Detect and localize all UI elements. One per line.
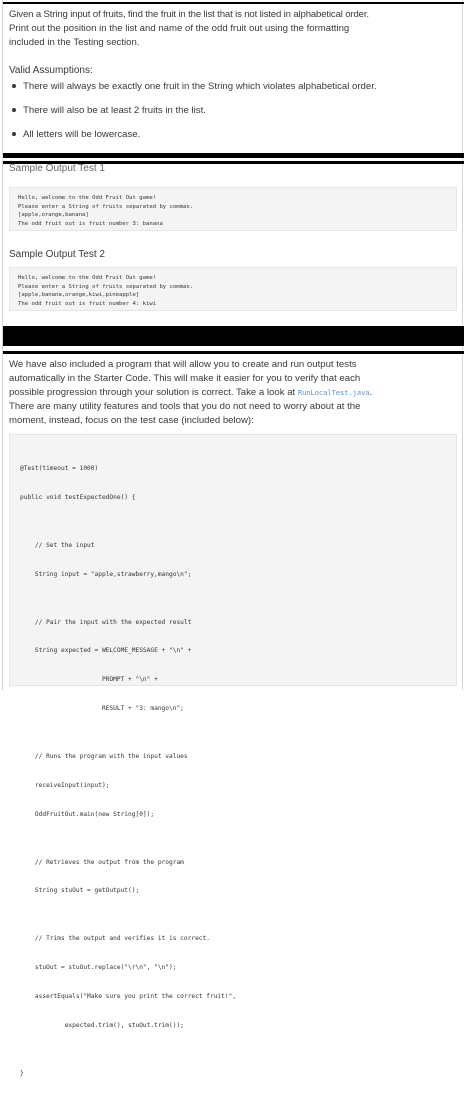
code-line: String input = "apple,strawberry,mango\n"; [20, 570, 192, 578]
bullet-icon [12, 108, 16, 112]
code-line: The odd fruit out is fruit number 4: kiwi [18, 300, 157, 307]
code-line: receiveInput(input); [20, 781, 110, 789]
intro-paragraph [9, 8, 457, 50]
code-line: PROMPT + "\n" + [20, 676, 158, 684]
code-line: expected.trim(), stuOut.trim()); [20, 1021, 184, 1029]
code-line: RESULT + "3: mango\n"; [20, 705, 184, 713]
code-line: Hello, welcome to the Odd Fruit Out game! [18, 275, 157, 281]
bullet-icon [12, 84, 16, 88]
code-line: String stuOut = getOutput(); [20, 887, 140, 895]
starter-paragraph [9, 358, 457, 428]
code-line: // Runs the program with the input values [20, 753, 188, 760]
starter-line-3: possible progression through your solution is correct. Take a look at RunLocalTest.java. [9, 387, 373, 398]
assumptions-heading: Valid Assumptions: [9, 65, 93, 76]
code-line: Please enter a String of fruits separated by commas. [18, 283, 194, 290]
code-line: // Set the input [20, 541, 95, 549]
intro-line-1: Given a String input of fruits, find the fruit in the list that is not listed in alphabetical order. [9, 9, 369, 20]
starter-line-5: moment, instead, focus on the test case (included below): [9, 415, 254, 426]
code-line: // Trims the output and verifies it is correct. [20, 935, 210, 943]
code-line: [apple,orange,banana] [18, 212, 89, 218]
code-line: The odd fruit out is fruit number 3: banana [18, 220, 163, 227]
list-item: There will always be exactly one fruit in the String which violates alphabetical order. [9, 80, 454, 93]
code-line: assertEquals("Make sure you print the correct fruit!", [20, 992, 237, 1000]
starter-line-1: We have also included a program that will allow you to create and run output tests [9, 359, 357, 370]
file-reference: RunLocalTest.java [297, 389, 370, 397]
document-frame [2, 0, 463, 1077]
list-item: There will also be at least 2 fruits in the list. [9, 104, 454, 117]
intro-line-2: Print out the position in the list and name of the odd fruit out using the formatting [9, 23, 350, 34]
divider-bar [3, 351, 464, 354]
code-line: OddFruitOut.main(new String[0]); [20, 810, 155, 818]
code-line: } [20, 1069, 24, 1077]
code-line: String expected = WELCOME_MESSAGE + "\n" + [20, 647, 192, 655]
intro-line-3: included in the Testing section. [9, 37, 140, 48]
test-case-code-block [9, 434, 457, 1077]
divider-bar [3, 2, 464, 4]
code-line: public void testExpectedOne() { [20, 493, 136, 501]
code-line: // Pair the input with the expected result [20, 618, 192, 626]
test1-output-block [9, 187, 457, 231]
starter-line-2: automatically in the Starter Code. This will make it easier for you to verify that each [9, 373, 361, 384]
code-line: Hello, welcome to the Odd Fruit Out game! [18, 195, 157, 201]
starter-line-4: There are many utility features and tools that you do not need to worry about at the [9, 401, 361, 412]
test1-heading: Sample Output Test 1 [9, 163, 105, 174]
redaction-bar [3, 326, 464, 346]
code-line: Please enter a String of fruits separated by commas. [18, 203, 194, 210]
code-line: @Test(timeout = 1000) [20, 465, 99, 473]
code-line: [apple,banana,orange,kiwi,pineapple] [18, 292, 140, 298]
code-line: stuOut = stuOut.replace("\r\n", "\n"); [20, 964, 177, 972]
assumptions-list [9, 80, 454, 152]
list-item: All letters will be lowercase. [9, 128, 454, 141]
test2-output-block [9, 267, 457, 311]
divider-bar [3, 153, 464, 158]
test2-heading: Sample Output Test 2 [9, 249, 105, 260]
code-line: // Retrieves the output from the program [20, 858, 184, 866]
bullet-icon [12, 132, 16, 136]
